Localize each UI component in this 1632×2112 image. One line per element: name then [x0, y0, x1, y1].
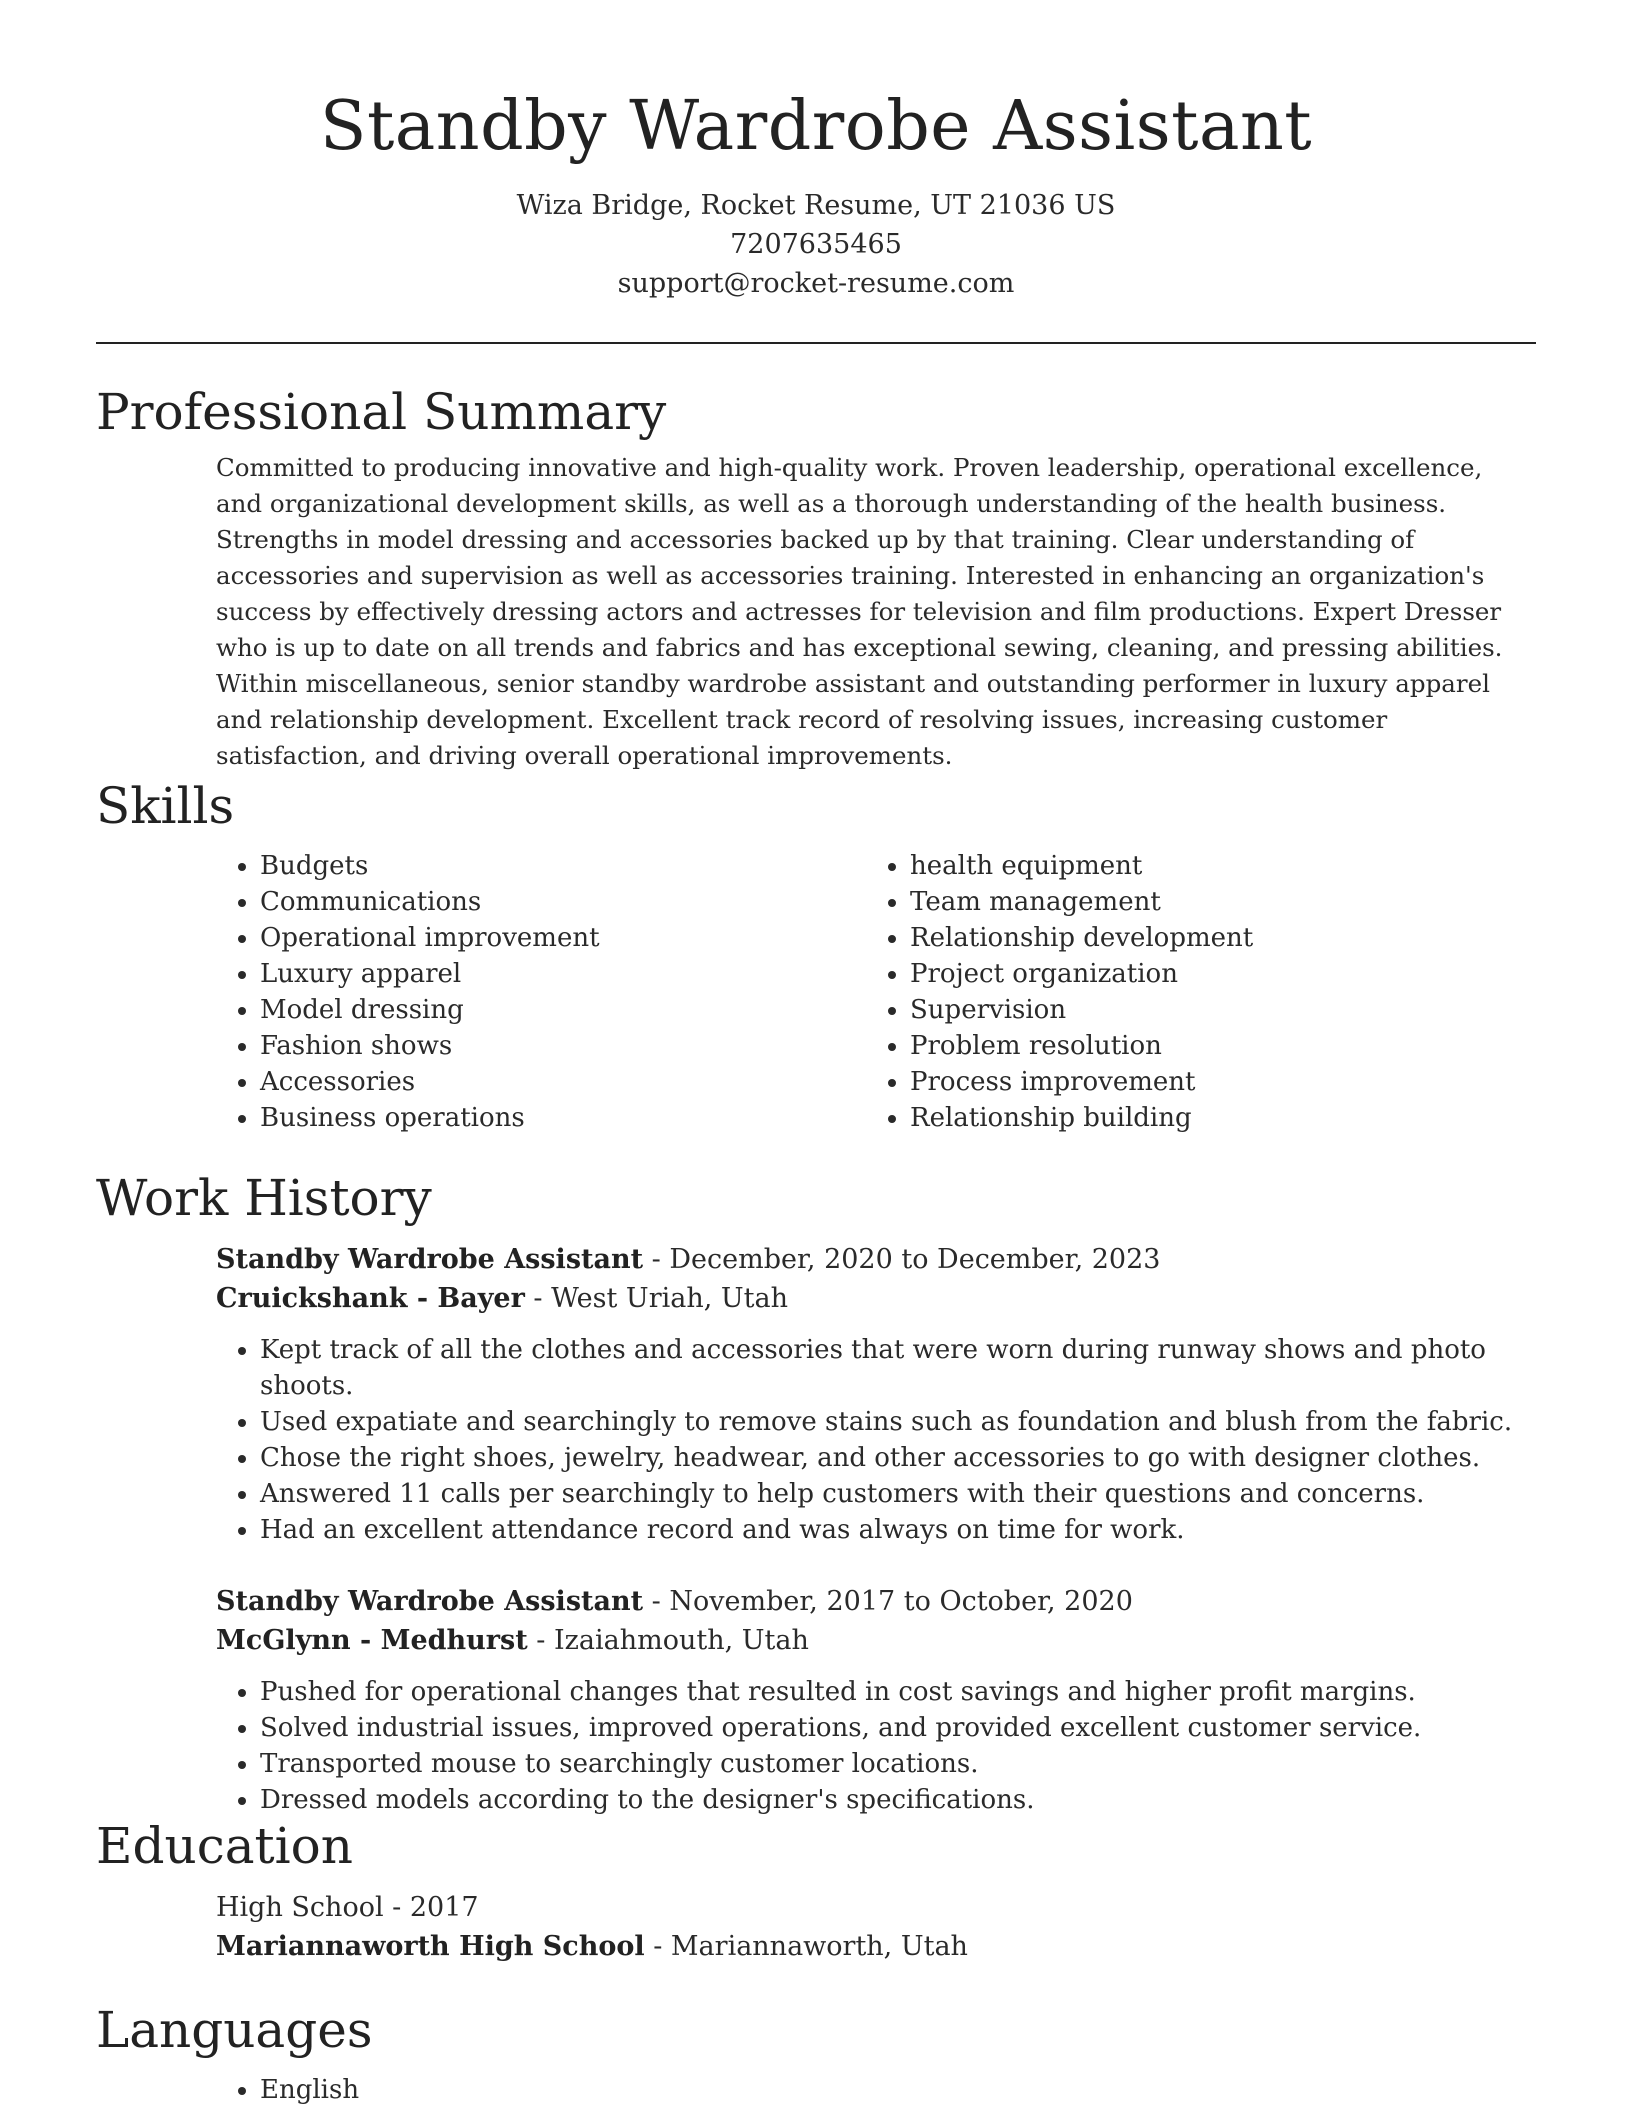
skill-item: • Model dressing	[260, 992, 866, 1028]
skill-item: • Budgets	[260, 848, 866, 884]
skill-item: • health equipment	[910, 848, 1516, 884]
education-entry	[216, 1888, 1536, 1966]
job-position: Standby Wardrobe Assistant	[216, 1244, 644, 1275]
job-duty: • Kept track of all the clothes and accessories that were worn during runway shows and photo shoots.	[260, 1332, 1536, 1404]
skill-item: • Business operations	[260, 1100, 866, 1136]
job-company: McGlynn - Medhurst	[216, 1625, 528, 1656]
education-degree: High School - 2017	[216, 1892, 479, 1923]
candidate-name: Standby Wardrobe Assistant	[319, 87, 1313, 166]
job-location: - Izaiahmouth, Utah	[527, 1625, 809, 1656]
skill-item: • Operational improvement	[260, 920, 866, 956]
languages-section	[96, 2000, 1536, 2108]
job-dates: - December, 2020 to December, 2023	[643, 1244, 1161, 1275]
jobs-list	[216, 1240, 1536, 1818]
skill-item: • Relationship development	[910, 920, 1516, 956]
job-duties	[216, 1674, 1536, 1818]
skills-list-right	[866, 848, 1516, 1136]
skills-grid	[216, 848, 1536, 1136]
skill-item: • Accessories	[260, 1064, 866, 1100]
job-company-line	[216, 1621, 1536, 1660]
contact-info	[0, 186, 1632, 303]
header-divider	[96, 342, 1536, 344]
summary-heading: Professional Summary	[96, 383, 667, 441]
languages-list-wrap	[216, 2072, 1536, 2108]
job-title-line	[216, 1240, 1536, 1279]
skill-item: • Communications	[260, 884, 866, 920]
address: Wiza Bridge, Rocket Resume, UT 21036 US	[516, 190, 1116, 221]
job-company: Cruickshank - Bayer	[216, 1283, 525, 1314]
education-section	[96, 1816, 1536, 1966]
skill-item: • Process improvement	[910, 1064, 1516, 1100]
job-duty: • Pushed for operational changes that resulted in cost savings and higher profit margins.	[260, 1674, 1536, 1710]
job-duty: • Answered 11 calls per searchingly to help customers with their questions and concerns.	[260, 1476, 1536, 1512]
skill-item: • Problem resolution	[910, 1028, 1516, 1064]
phone-number: 7207635465	[730, 229, 902, 260]
job-duty: • Used expatiate and searchingly to remove stains such as foundation and blush from the fabric.	[260, 1404, 1536, 1440]
job-entry	[216, 1582, 1536, 1818]
work-history-heading: Work History	[96, 1169, 432, 1227]
summary-section	[96, 382, 1536, 774]
skill-item: • Fashion shows	[260, 1028, 866, 1064]
languages-heading: Languages	[96, 2001, 373, 2059]
skills-section	[96, 776, 1536, 1136]
summary-text: Committed to producing innovative and high-quality work. Proven leadership, operational excellence, and organizational development skills, as well as a thorough understanding of the health business. Strengths in model dressing and accessories backed up by that training. Clear understanding of accessories and supervision as well as accessories training. Interested in enhancing an organization's success by effectively dressing actors and actresses for television and film productions. Expert Dresser who is up to date on all trends and fabrics and has exceptional sewing, cleaning, and pressing abilities. Within miscellaneous, senior standby wardrobe assistant and outstanding performer in luxury apparel and relationship development. Excellent track record of resolving issues, increasing customer satisfaction, and driving overall operational improvements.	[216, 453, 1503, 770]
skill-item: • Team management	[910, 884, 1516, 920]
education-location: - Mariannaworth, Utah	[644, 1931, 968, 1962]
resume-header	[0, 0, 1632, 303]
work-history-section	[96, 1168, 1536, 1818]
job-company-line	[216, 1279, 1536, 1318]
job-duty: • Dressed models according to the designer's specifications.	[260, 1782, 1536, 1818]
email-address[interactable]: support@rocket-resume.com	[617, 268, 1015, 299]
skill-item: • Project organization	[910, 956, 1516, 992]
job-title-line	[216, 1582, 1536, 1621]
education-school-line	[216, 1927, 1536, 1966]
job-location: - West Uriah, Utah	[524, 1283, 788, 1314]
language-item: • English	[260, 2072, 1536, 2108]
job-entry	[216, 1240, 1536, 1548]
job-duty: • Chose the right shoes, jewelry, headwear, and other accessories to go with designer clothes.	[260, 1440, 1536, 1476]
education-school: Mariannaworth High School	[216, 1931, 645, 1962]
languages-list	[216, 2072, 1536, 2108]
job-duty: • Had an excellent attendance record and was always on time for work.	[260, 1512, 1536, 1548]
job-duty: • Solved industrial issues, improved operations, and provided excellent customer service.	[260, 1710, 1536, 1746]
skill-item: • Relationship building	[910, 1100, 1516, 1136]
skill-item: • Luxury apparel	[260, 956, 866, 992]
job-duties	[216, 1332, 1536, 1548]
skill-item: • Supervision	[910, 992, 1516, 1028]
education-heading: Education	[96, 1817, 353, 1875]
skills-list-left	[216, 848, 866, 1136]
job-position: Standby Wardrobe Assistant	[216, 1586, 644, 1617]
skills-heading: Skills	[96, 777, 235, 835]
job-duty: • Transported mouse to searchingly customer locations.	[260, 1746, 1536, 1782]
job-dates: - November, 2017 to October, 2020	[643, 1586, 1133, 1617]
